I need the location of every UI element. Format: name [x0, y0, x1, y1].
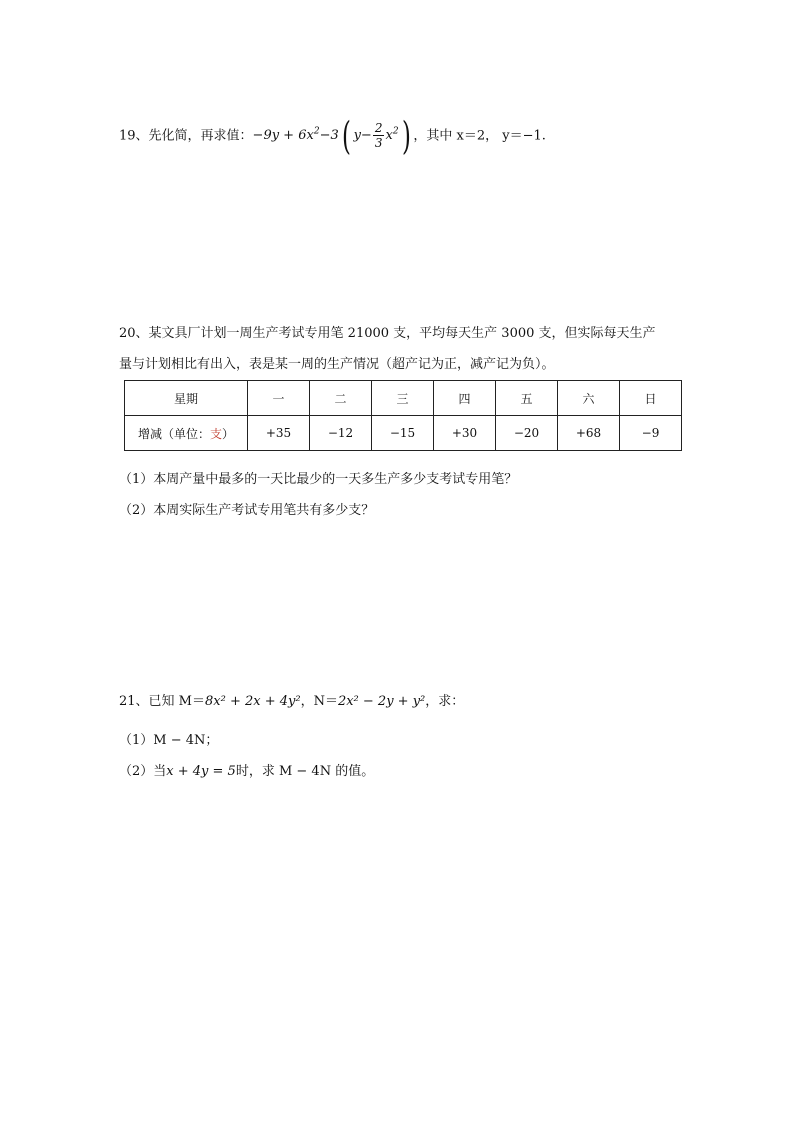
table-value-cell: −12 [310, 416, 372, 451]
table-value-cell: −15 [372, 416, 434, 451]
table-value-cell: +68 [558, 416, 620, 451]
table-day-cell: 五 [496, 381, 558, 416]
table-day-cell: 日 [620, 381, 682, 416]
q20-sub-question-1: （1）本周产量中最多的一天比最少的一天多生产多少支考试专用笔？ [119, 472, 518, 487]
q20-line-2: 量与计划相比有出入，表是某一周的生产情况（超产记为正，减产记为负）。 [119, 357, 555, 372]
table-value-cell: +30 [434, 416, 496, 451]
condition-expression: x + 4y = 5 [166, 764, 236, 779]
production-table [124, 380, 682, 451]
table-row-header [125, 381, 682, 416]
n-expression: 2x² − 2y + y² [337, 694, 426, 709]
question-21: 21、已知 M＝8x² + 2x + 4y²，N＝2x² − 2y + y²，求： [119, 694, 465, 709]
table-day-cell: 六 [558, 381, 620, 416]
table-day-cell: 二 [310, 381, 372, 416]
q21-sub-question-2: （2）当x + 4y = 5时，求 M − 4N 的值。 [119, 764, 375, 779]
table-value-cell: −20 [496, 416, 558, 451]
q19-fraction: $\frac{2}{3}$ [374, 121, 383, 151]
table-row-values [125, 416, 682, 451]
table-value-cell: −9 [620, 416, 682, 451]
question-19 [119, 112, 546, 158]
q21-sub-question-1: （1）M − 4N； [119, 733, 219, 748]
q20-sub-question-2: （2）本周实际生产考试专用笔共有多少支？ [119, 503, 375, 518]
q19-label: 19、先化简，再求值： [119, 128, 253, 144]
table-day-cell: 三 [372, 381, 434, 416]
m-expression: 8x² + 2x + 4y² [205, 694, 301, 709]
q19-expression: $-9y + 6x^2-3$( y− $\frac{2}{3}$ $x^2$) [252, 113, 411, 158]
table-header-label: 星期 [125, 381, 248, 416]
q20-line-1: 20、某文具厂计划一周生产考试专用笔 21000 支，平均每天生产 3000 支，但实际每天生产 [119, 326, 656, 341]
table-day-cell: 四 [434, 381, 496, 416]
table-value-cell: +35 [248, 416, 310, 451]
q19-condition: ，其中 x＝2， y＝−1. [413, 128, 546, 144]
table-day-cell: 一 [248, 381, 310, 416]
table-row-label: 增减（单位：支） [125, 416, 248, 451]
